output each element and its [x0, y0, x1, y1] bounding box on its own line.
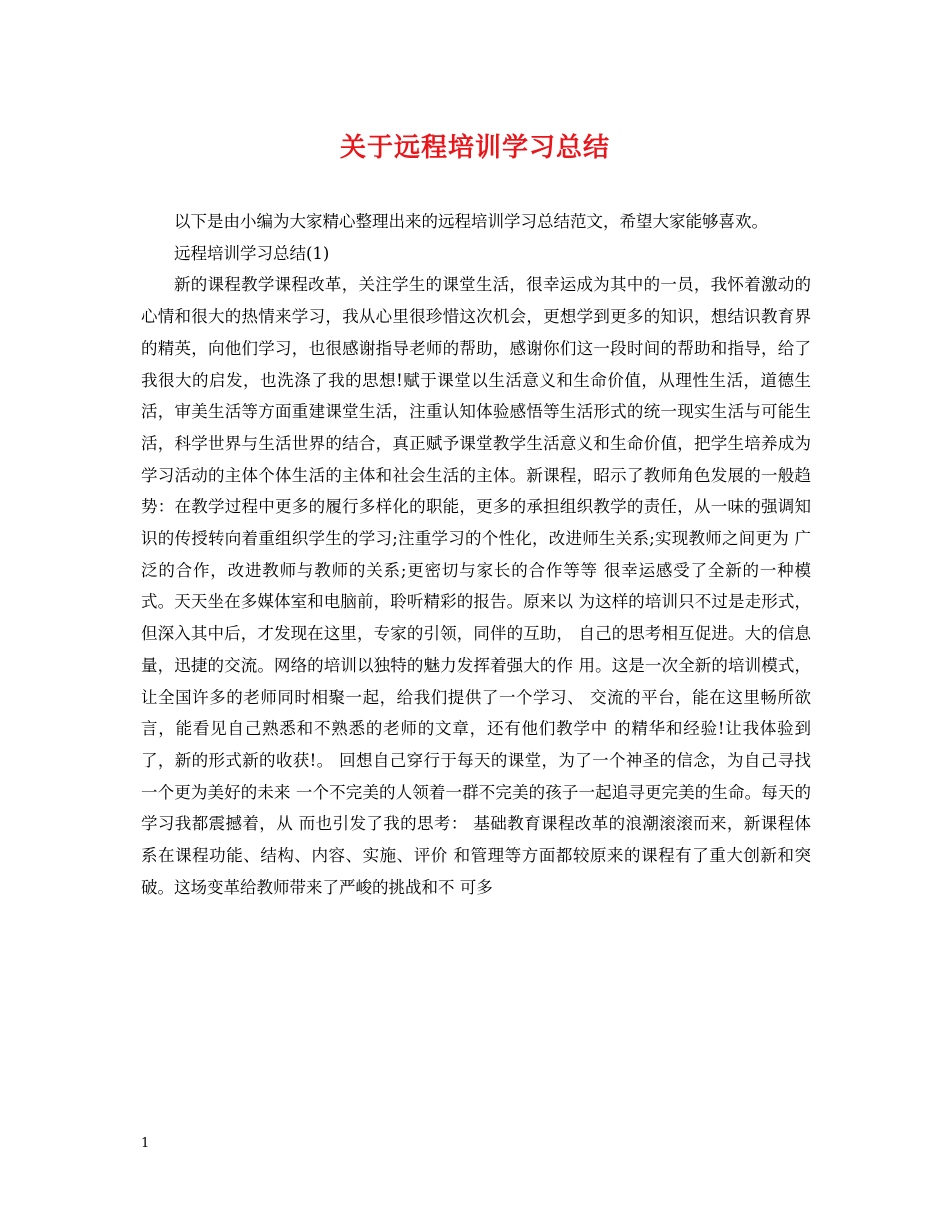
document-content — [141, 206, 811, 903]
intro-paragraph: 以下是由小编为大家精心整理出来的远程培训学习总结范文，希望大家能够喜欢。 — [174, 212, 768, 231]
section-heading: 远程培训学习总结(1) — [174, 243, 330, 263]
document-title: 关于远程培训学习总结 — [339, 133, 610, 163]
page-number: 1 — [141, 1136, 150, 1151]
body-paragraph: 新的课程教学课程改革，关注学生的课堂生活，很幸运成为其中的一员，我怀着激动的 心情和很大的热情来学习，我从心里很珍惜这次机会，更想学到更多的知识，想结识教育界 的精英，向他们学习，也很感谢指导老师的帮助，感谢你们这一段时间的帮助和指导，给了 我很大的启发，也洗涤了我的思想!赋于课堂以生活意义和生命价值，从理性生活，道德生 活，审美生活等方面重建课堂生活，注重认知体验感悟等生活形式的统一现实生活与可能生 活，科学世界与生活世界的结合，真正赋予课堂教学生活意义和生命价值，把学生培养成为 学习活动的主体个体生活的主体和社会生活的主体。新课程，昭示了教师角色发展的一般趋 势：在教学过程中更多的履行多样化的职能，更多的承担组织教学的责任，从一味的强调知 识的传授转向着重组织学生的学习;注重学习的个性化，改进师生关系;实现教师之间更为 广泛的合作，改进教师与教师的关系;更密切与家长的合作等等 很幸运感受了全新的一种模式。天天坐在多媒体室和电脑前，聆听精彩的报告。原来以 为这样的培训只不过是走形式，但深入其中后，才发现在这里，专家的引领，同伴的互助， 自己的思考相互促进。大的信息量，迅捷的交流。网络的培训以独特的魅力发挥着强大的作 用。这是一次全新的培训模式，让全国许多的老师同时相聚一起，给我们提供了一个学习、 交流的平台，能在这里畅所欲言，能看见自己熟悉和不熟悉的老师的文章，还有他们教学中 的精华和经验!让我体验到了，新的形式新的收获!。 回想自己穿行于每天的课堂，为了一个神圣的信念，为自己寻找一个更为美好的未来 一个不完美的人领着一群不完美的孩子一起追寻更完美的生命。每天的学习我都震撼着，从 而也引发了我的思考： 基础教育课程改革的浪潮滚滚而来，新课程体系在课程功能、结构、内容、实施、评价 和管理等方面都较原来的课程有了重大创新和突破。这场变革给教师带来了严峻的挑战和不 可多 — [141, 275, 811, 897]
